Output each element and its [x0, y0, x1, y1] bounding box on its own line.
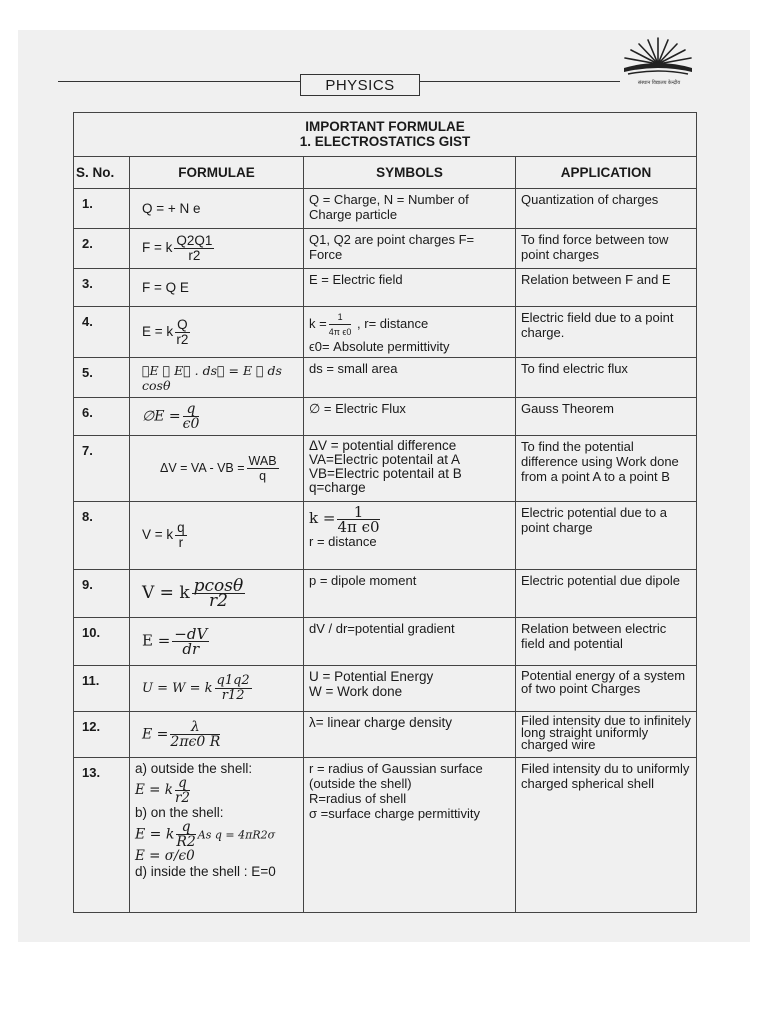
table-row: 7. ΔV = VA - VB = $\frac{\text{WAB}}{q}$ ΔV = potential difference VA=Electric potentail at A VB=Electric potentail at B q=charge To find the potential difference using Work done from a point A to a point B [74, 436, 697, 502]
table-row: 4. E = k $\frac{Q}{r2}$ k = $\frac{1}{\text{4π ϵ0}}$ , r= distance ϵ0= Absolute permittivity Electric field due to a point charge. [74, 307, 697, 358]
symbols: ∅ = Electric Flux [304, 398, 516, 436]
formula: ΔV = VA - VB = $\frac{\text{WAB}}{q}$ [130, 436, 304, 502]
formula: V = k $\frac{pcos\theta}{r2}$ [130, 570, 304, 618]
col-formulae: FORMULAE [130, 157, 304, 189]
symbols: λ= linear charge density [304, 712, 516, 758]
table-row: 5. ∅E ∮ E⃗ . ds⃗ = E ∮ ds cosθ ds = small area To find electric flux [74, 358, 697, 398]
table-row: 6. ∅E = $\frac{q}{\epsilon 0}$ ∅ = Electric Flux Gauss Theorem [74, 398, 697, 436]
symbols: k = $\frac{1}{\text{4π ϵ0}}$ , r= distance ϵ0= Absolute permittivity [304, 307, 516, 358]
formula: a) outside the shell: E = k $\frac{q}{r2}$ b) on the shell: E = k $\frac{q}{R2}$ As q = 4πR2σ E = σ/ϵ0 d) inside the shell : E=0 [130, 758, 304, 913]
symbols: Q1, Q2 are point charges F= Force [304, 229, 516, 269]
application: Relation between F and E [516, 269, 697, 307]
application: Electric potential due dipole [516, 570, 697, 618]
application: To find the potential difference using Work done from a point A to a point B [516, 436, 697, 502]
application: To find electric flux [516, 358, 697, 398]
subject-label: PHYSICS [300, 74, 420, 96]
formula: ∅E = $\frac{q}{\epsilon 0}$ [130, 398, 304, 436]
formula: V = k $\frac{q}{r}$ [130, 502, 304, 570]
symbols: r = radius of Gaussian surface (outside the shell) R=radius of shell σ =surface charge permittivity [304, 758, 516, 913]
application: To find force between tow point charges [516, 229, 697, 269]
table-title: IMPORTANT FORMULAE 1. ELECTROSTATICS GIST [74, 113, 697, 157]
symbols: ΔV = potential difference VA=Electric potentail at A VB=Electric potentail at B q=charge [304, 436, 516, 502]
formula: E = $\frac{-dV}{dr}$ [130, 618, 304, 666]
symbols: ds = small area [304, 358, 516, 398]
header-rule-left [58, 81, 300, 82]
symbols: Q = Charge, N = Number of Charge particle [304, 189, 516, 229]
table-row: 13. a) outside the shell: E = k $\frac{q}{r2}$ b) on the shell: E = k $\frac{q}{R2}$ As q = 4πR2σ E = σ/ϵ0 d) inside the shell : E=0 r = radius of Gaussian surface (outside the shell) R=radius of shell σ =surface charge permittivity Filed intensity du to uniformly charged spherical shell [74, 758, 697, 913]
formula: Q = + N e [130, 189, 304, 229]
application: Relation between electric field and potential [516, 618, 697, 666]
formula-table [73, 112, 697, 913]
col-symbols: SYMBOLS [304, 157, 516, 189]
symbols: U = Potential Energy W = Work done [304, 666, 516, 712]
table-row: 1. Q = + N e Q = Charge, N = Number of Charge particle Quantization of charges [74, 189, 697, 229]
kvs-logo-icon [618, 34, 698, 104]
table-row: 11. U = W = k $\frac{q1q2}{r12}$ U = Potential Energy W = Work done Potential energy of a system of two point Charges [74, 666, 697, 712]
application: Quantization of charges [516, 189, 697, 229]
application: Filed intensity du to uniformly charged spherical shell [516, 758, 697, 913]
table-row: 3. F = Q E E = Electric field Relation between F and E [74, 269, 697, 307]
application: Filed intensity due to infinitely long straight uniformly charged wire [516, 712, 697, 758]
header-rule-right [420, 81, 620, 82]
symbols: k = $\frac{1}{\text{4π ϵ0}}$ r = distance [304, 502, 516, 570]
table-row: 8. V = k $\frac{q}{r}$ k = $\frac{1}{\text{4π ϵ0}}$ r = distance Electric potential due to a point charge [74, 502, 697, 570]
table-header-row [74, 157, 697, 189]
formula: F = Q E [130, 269, 304, 307]
table-row: 12. E = $\frac{\lambda}{2\pi\epsilon 0 R}$ λ= linear charge density Filed intensity due to infinitely long straight uniformly charged wire [74, 712, 697, 758]
symbols: p = dipole moment [304, 570, 516, 618]
logo-caption: संस्थान विद्यालय केन्द्रीय [637, 80, 681, 86]
application: Electric field due to a point charge. [516, 307, 697, 358]
formula: U = W = k $\frac{q1q2}{r12}$ [130, 666, 304, 712]
formula: F = k $\frac{Q2Q1}{r2}$ [130, 229, 304, 269]
table-row: 9. V = k $\frac{pcos\theta}{r2}$ p = dipole moment Electric potential due dipole [74, 570, 697, 618]
formula: E = $\frac{\lambda}{2\pi\epsilon 0 R}$ [130, 712, 304, 758]
table-row: 10. E = $\frac{-dV}{dr}$ dV / dr=potential gradient Relation between electric field and potential [74, 618, 697, 666]
application: Potential energy of a system of two point Charges [516, 666, 697, 712]
symbols: E = Electric field [304, 269, 516, 307]
symbols: dV / dr=potential gradient [304, 618, 516, 666]
application: Gauss Theorem [516, 398, 697, 436]
formula: ∅E ∮ E⃗ . ds⃗ = E ∮ ds cosθ [130, 358, 304, 398]
table-row: 2. F = k $\frac{Q2Q1}{r2}$ Q1, Q2 are point charges F= Force To find force between tow point charges [74, 229, 697, 269]
application: Electric potential due to a point charge [516, 502, 697, 570]
col-sno: S. No. [74, 157, 130, 189]
formula: E = k $\frac{Q}{r2}$ [130, 307, 304, 358]
col-application: APPLICATION [516, 157, 697, 189]
